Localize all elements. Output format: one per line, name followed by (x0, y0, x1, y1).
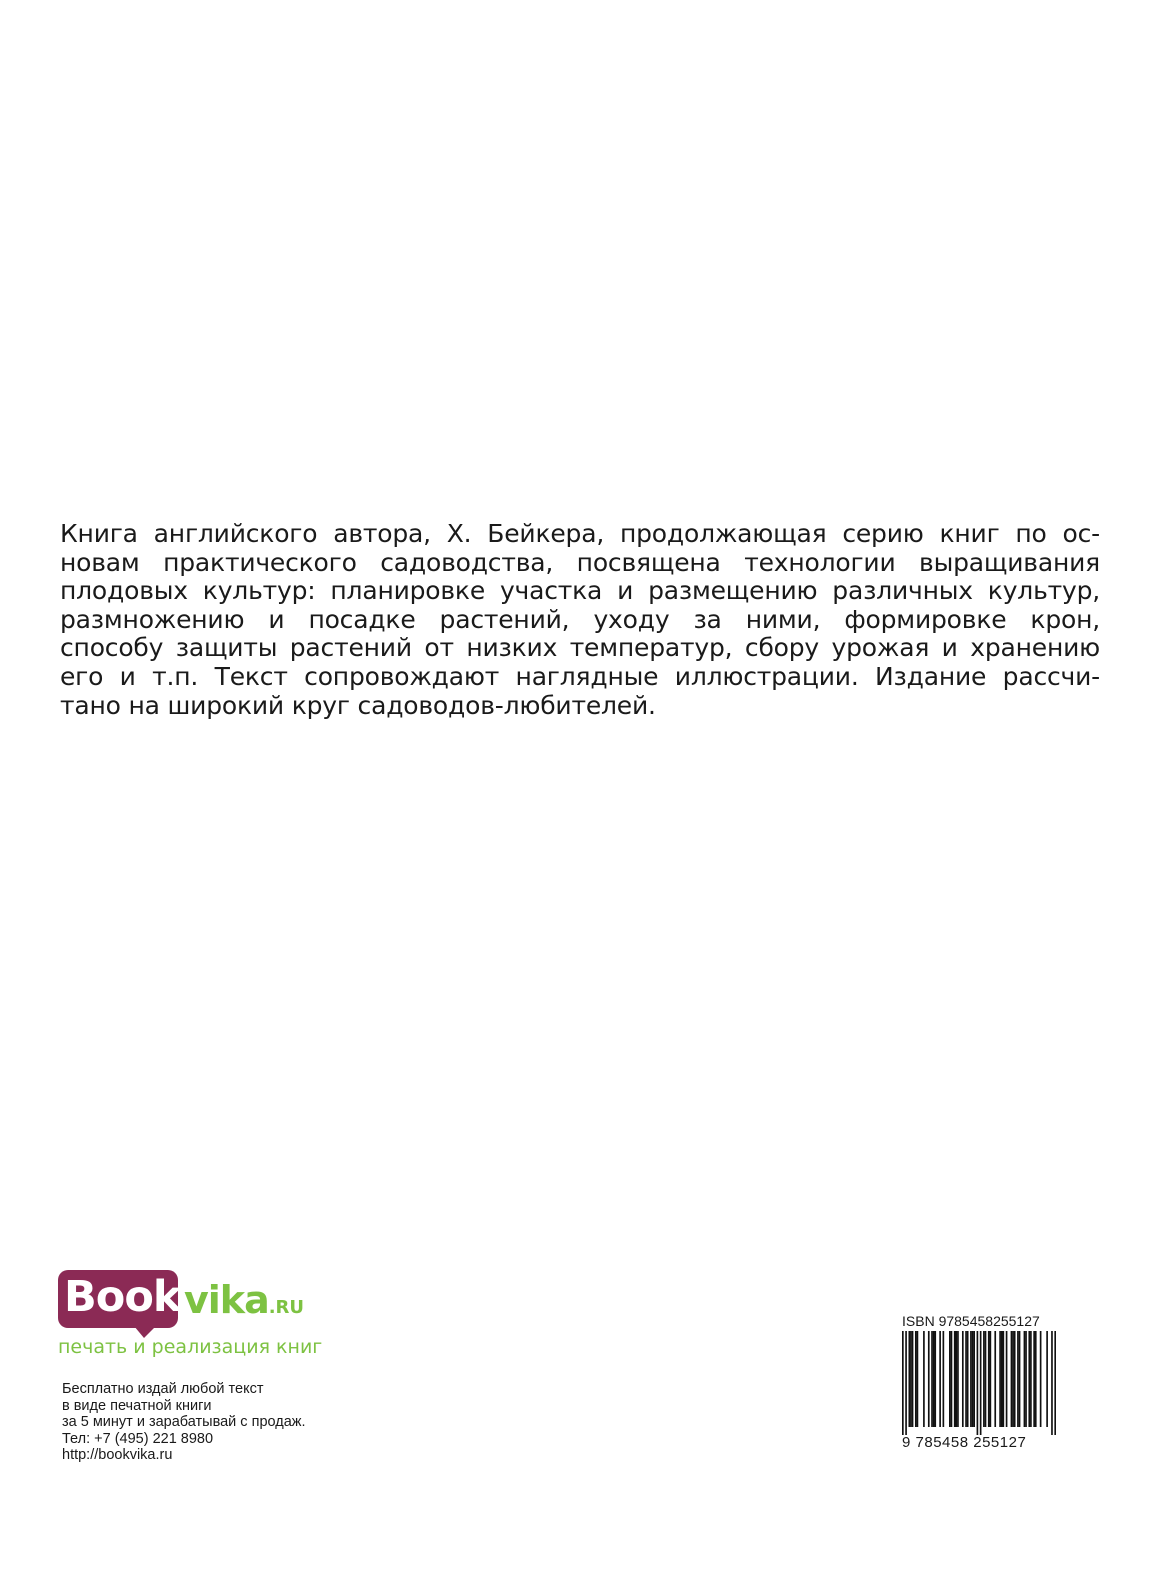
barcode-bar (1025, 1331, 1027, 1427)
barcode-bar (973, 1331, 975, 1427)
barcode-bar (1019, 1331, 1021, 1427)
barcode-bar (1054, 1331, 1056, 1435)
barcode-bar (1024, 1331, 1026, 1427)
barcode-bar (965, 1331, 967, 1427)
barcode-bar (912, 1331, 914, 1427)
barcode-bar (949, 1331, 951, 1427)
annotation-line: способу защиты растений от низких температур, сбору урожая и хранению (60, 633, 1100, 663)
barcode-bar (908, 1331, 910, 1427)
barcode-bar (970, 1331, 972, 1427)
barcode-bar (905, 1331, 907, 1435)
barcode-bar (977, 1331, 979, 1435)
barcode-bar (928, 1331, 930, 1427)
barcode-bar (980, 1331, 982, 1435)
annotation-line: Книга английского автора, Х. Бейкера, продолжающая серию книг по ос- (60, 519, 1100, 548)
barcode-bar (957, 1331, 959, 1427)
barcode-bar (1028, 1331, 1030, 1427)
barcode-bar (1033, 1331, 1035, 1427)
promo-line: за 5 минут и зарабатывай с продаж. (62, 1414, 306, 1430)
logo-tagline: печать и реализация книг (58, 1336, 323, 1358)
publisher-promo (62, 1381, 306, 1464)
barcode-bar (1012, 1331, 1014, 1427)
annotation-line: размножению и посадке растений, уходу за ними, формировке крон, (60, 604, 1100, 634)
isbn-label: ISBN 9785458255127 (902, 1313, 1040, 1329)
barcode-bar (1046, 1331, 1048, 1427)
isbn-digits: 9 785458 255127 (902, 1434, 1027, 1451)
barcode-bar (990, 1331, 992, 1427)
barcode-bar (910, 1331, 912, 1427)
barcode-bar (934, 1331, 936, 1427)
barcode-bar (931, 1331, 933, 1427)
annotation-line: новам практического садоводства, посвящена технологии выращивания (60, 547, 1100, 577)
book-annotation (60, 520, 1100, 720)
promo-line: Бесплатно издай любой текст (62, 1381, 264, 1397)
barcode-bar (1035, 1331, 1037, 1427)
logo-book-text: Book (64, 1272, 181, 1322)
barcode-bar (1001, 1331, 1003, 1427)
barcode-bar (967, 1331, 969, 1427)
barcode-bar (988, 1331, 990, 1427)
barcode-bar (983, 1331, 985, 1427)
barcode-bar (972, 1331, 974, 1427)
barcode-bar (923, 1331, 925, 1427)
barcode-bar (954, 1331, 956, 1427)
logo-ru-suffix: .RU (268, 1297, 305, 1318)
barcode-bar (955, 1331, 957, 1427)
barcode-bar (951, 1331, 953, 1427)
barcode-bar (1006, 1331, 1008, 1427)
barcode-bar (962, 1331, 964, 1427)
barcode-bar (1003, 1331, 1005, 1427)
logo-vika-text (184, 1278, 304, 1322)
annotation-line: тано на широкий круг садоводов-любителей. (60, 690, 656, 720)
barcode-bar (1017, 1331, 1019, 1427)
barcode-bar (939, 1331, 941, 1427)
promo-url: http://bookvika.ru (62, 1447, 173, 1463)
promo-phone: Тел: +7 (495) 221 8980 (62, 1430, 214, 1447)
barcode-bar (902, 1331, 904, 1435)
isbn-block (902, 1313, 1062, 1451)
barcode-bar (985, 1331, 987, 1427)
barcode-bar (1051, 1331, 1053, 1435)
barcode-bar (1011, 1331, 1013, 1427)
barcode-bar (1040, 1331, 1042, 1427)
barcode-bar (999, 1331, 1001, 1427)
barcode-bar (915, 1331, 917, 1427)
barcode-bar (1014, 1331, 1016, 1427)
logo-vika-word: vika (184, 1278, 269, 1322)
barcode-bar (917, 1331, 919, 1427)
annotation-line: его и т.п. Текст сопровождают наглядные иллюстрации. Издание рассчи- (60, 661, 1100, 691)
barcode-bar (994, 1331, 996, 1427)
barcode-bar (933, 1331, 935, 1427)
isbn-barcode (902, 1331, 1056, 1435)
barcode-bar (943, 1331, 945, 1427)
promo-line: в виде печатной книги (62, 1397, 212, 1414)
annotation-line: плодовых культур: планировке участка и размещению различных культур, (60, 576, 1100, 606)
barcode-bar (1030, 1331, 1032, 1427)
bookvika-logo (58, 1270, 328, 1360)
